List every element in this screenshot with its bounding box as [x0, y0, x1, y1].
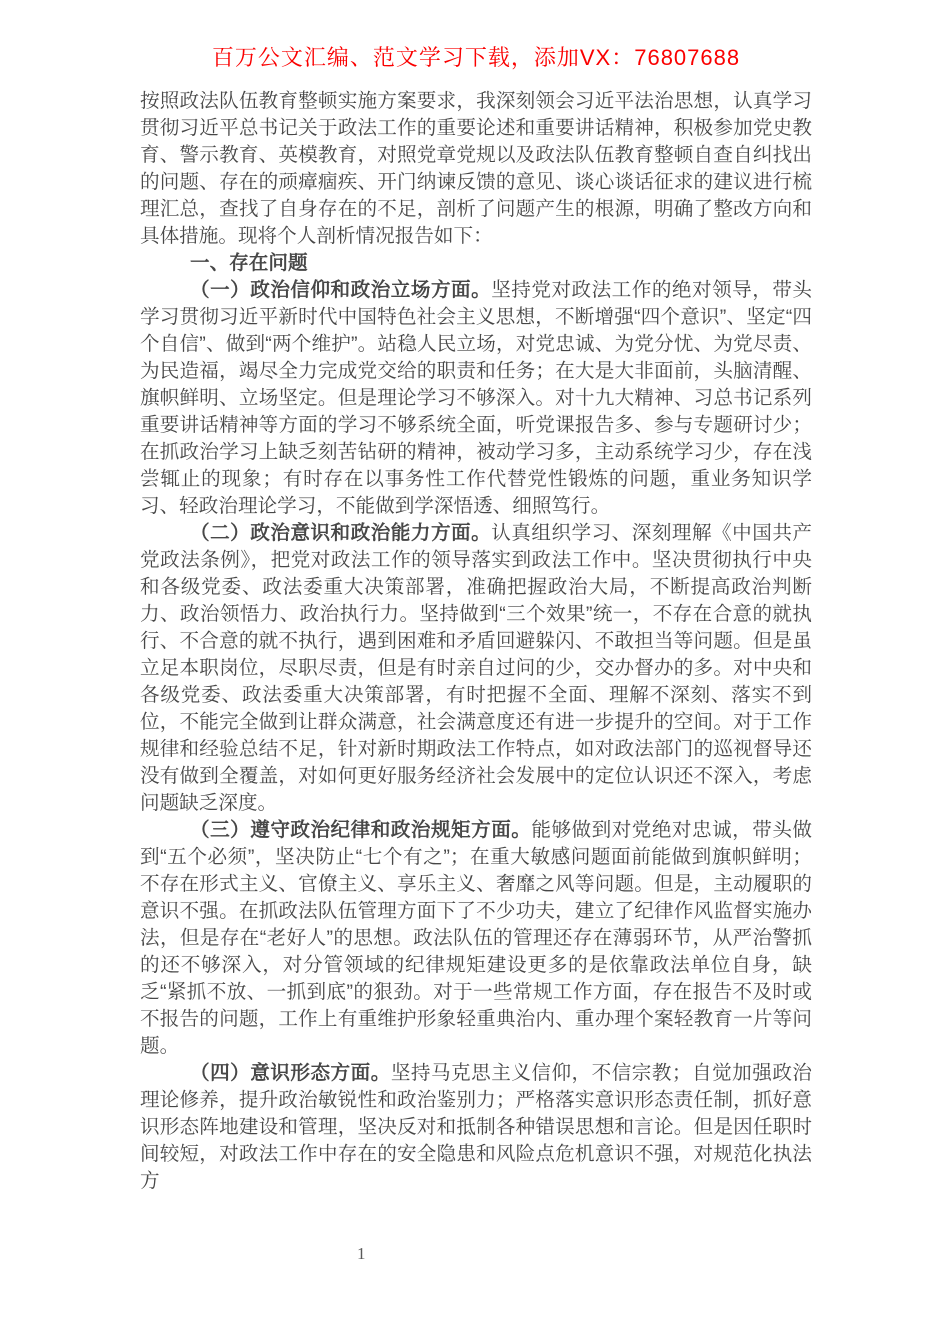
problem-item-1 [140, 277, 812, 520]
problem-item-2-text: 认真组织学习、深刻理解《中国共产党政法条例》，把党对政法工作的领导落实到政法工作中。坚决贯彻执行中央和各级党委、政法委重大决策部署，准确把握政治大局，不断提高政治判断力、政治领悟力、政治执行力。坚持做到“三个效果”统一，不存在合意的就执行、不合意的就不执行，遇到困难和矛盾回避躲闪、不敢担当等问题。但是虽立足本职岗位，尽职尽责，但是有时亲自过问的少，交办督办的多。对中央和各级党委、政法委重大决策部署，有时把握不全面、理解不深刻、落实不到位，不能完全做到让群众满意，社会满意度还有进一步提升的空间。对于工作规律和经验总结不足，针对新时期政法工作特点，如对政法部门的巡视督导还没有做到全覆盖，对如何更好服务经济社会发展中的定位认识还不深入，考虑问题缺乏深度。 [140, 522, 812, 814]
problem-item-3 [140, 817, 812, 1060]
page-number: 1 [357, 1244, 366, 1263]
problem-item-2 [140, 520, 812, 817]
problem-item-4 [140, 1060, 812, 1195]
problem-item-3-text: 能够做到对党绝对忠诚，带头做到“五个必须”，坚决防止“七个有之”；在重大敏感问题面前能做到旗帜鲜明；不存在形式主义、官僚主义、享乐主义、奢靡之风等问题。但是，主动履职的意识不强。在抓政法队伍管理方面下了不少功夫，建立了纪律作风监督实施办法，但是存在“老好人”的思想。政法队伍的管理还存在薄弱环节，从严治警抓的还不够深入，对分管领域的纪律规矩建设更多的是依靠政法单位自身，缺乏“紧抓不放、一抓到底”的狠劲。对于一些常规工作方面，存在报告不及时或不报告的问题，工作上有重维护形象轻重典治内、重办理个案轻教育一片等问题。 [140, 819, 813, 1057]
problem-item-2-title: （二）政治意识和政治能力方面。 [190, 522, 492, 544]
problem-item-1-title: （一）政治信仰和政治立场方面。 [190, 279, 492, 301]
problem-item-3-title: （三）遵守政治纪律和政治规矩方面。 [190, 819, 532, 841]
problem-item-4-title: （四）意识形态方面。 [190, 1062, 391, 1084]
promo-header-text: 百万公文汇编、范文学习下载，添加VX：76807688 [211, 45, 741, 70]
document-body [140, 88, 812, 1195]
section-heading-problems: 一、存在问题 [190, 252, 308, 274]
intro-paragraph: 按照政法队伍教育整顿实施方案要求，我深刻领会习近平法治思想，认真学习贯彻习近平总书记关于政法工作的重要论述和重要讲话精神，积极参加党史教育、警示教育、英模教育，对照党章党规以及政法队伍教育整顿自查自纠找出的问题、存在的顽瘴痼疾、开门纳谏反馈的意见、谈心谈话征求的建议进行梳理汇总，查找了自身存在的不足，剖析了问题产生的根源，明确了整改方向和具体措施。现将个人剖析情况报告如下： [140, 90, 812, 247]
problem-item-4-text: 坚持马克思主义信仰，不信宗教；自觉加强政治理论修养，提升政治敏锐性和政治鉴别力；严格落实意识形态责任制，抓好意识形态阵地建设和管理，坚决反对和抵制各种错误思想和言论。但是因任职时间较短，对政法工作中存在的安全隐患和风险点危机意识不强，对规范化执法方 [140, 1062, 813, 1192]
problem-item-1-text: 坚持党对政法工作的绝对领导，带头学习贯彻习近平新时代中国特色社会主义思想，不断增强“四个意识”、坚定“四个自信”、做到“两个维护”。站稳人民立场，对党忠诚、为党分忧、为党尽责、为民造福，竭尽全力完成党交给的职责和任务；在大是大非面前，头脑清醒、旗帜鲜明、立场坚定。但是理论学习不够深入。对十九大精神、习总书记系列重要讲话精神等方面的学习不够系统全面，听党课报告多、参与专题研讨少；在抓政治学习上缺乏刻苦钻研的精神，被动学习多，主动系统学习少，存在浅尝辄止的现象；有时存在以事务性工作代替党性锻炼的问题，重业务知识学习、轻政治理论学习，不能做到学深悟透、细照笃行。 [140, 279, 812, 517]
